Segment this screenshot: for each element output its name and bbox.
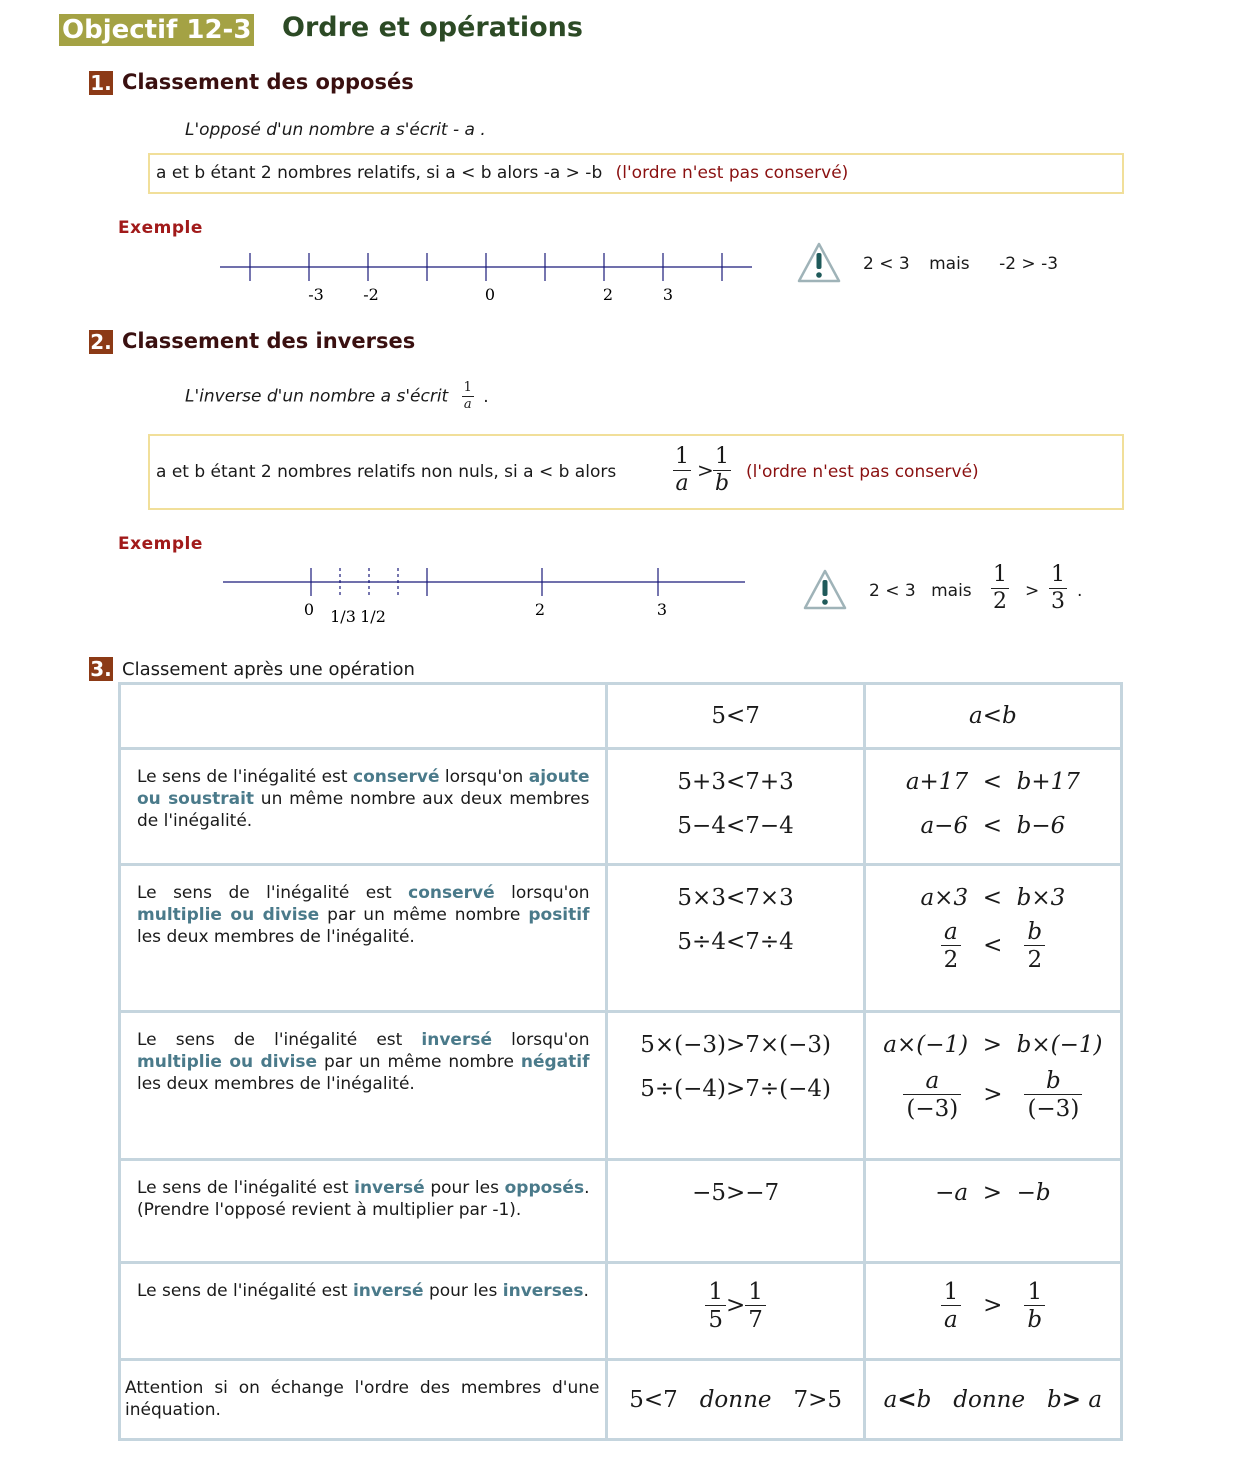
numeric-example-cell bbox=[607, 1360, 864, 1440]
text: Le sens de l'inégalité est bbox=[137, 883, 409, 903]
text: les deux membres de l'inégalité. bbox=[137, 1074, 415, 1094]
lhs: a×3 bbox=[920, 885, 969, 911]
text: lorsqu'on bbox=[439, 767, 529, 787]
rule-text-cell bbox=[120, 865, 607, 1012]
section-1-rule-box bbox=[148, 153, 1124, 194]
table-row bbox=[120, 1160, 1122, 1263]
keyword: conservé bbox=[408, 883, 495, 903]
fraction-numerator: 1 bbox=[941, 1279, 962, 1306]
keyword: multiplie ou divise bbox=[137, 905, 320, 925]
numeric-rhs: 7>5 bbox=[793, 1386, 842, 1413]
text: pour les bbox=[424, 1178, 505, 1198]
axis-label: 2 bbox=[602, 285, 614, 304]
section-1-example-label: Exemple bbox=[118, 218, 203, 238]
fraction bbox=[1024, 919, 1045, 974]
numeric-example-cell bbox=[607, 1263, 864, 1360]
literal-example bbox=[867, 751, 1119, 795]
var: b bbox=[916, 1387, 932, 1413]
text: . bbox=[583, 1281, 589, 1301]
rule-fraction-1 bbox=[673, 444, 691, 497]
text: lorsqu'on bbox=[494, 883, 590, 903]
rhs: b×3 bbox=[1016, 885, 1066, 911]
intro-fraction bbox=[462, 380, 474, 413]
section-1-warning-text bbox=[863, 254, 1058, 274]
fraction-denominator: 2 bbox=[943, 947, 959, 973]
axis-label: 3 bbox=[662, 285, 674, 304]
keyword: inverses bbox=[502, 1281, 584, 1301]
literal-example-cell bbox=[864, 749, 1121, 865]
numeric-example-cell bbox=[607, 749, 864, 865]
op: < bbox=[897, 1386, 917, 1413]
text: pour les bbox=[423, 1281, 503, 1301]
axis-label: 0 bbox=[303, 600, 315, 619]
warning-fraction-2 bbox=[1049, 562, 1067, 615]
fraction-denominator: 2 bbox=[1027, 947, 1043, 973]
section-2-warning-lhs bbox=[869, 581, 972, 601]
fraction-denominator: b bbox=[1027, 1307, 1043, 1333]
fraction-numerator: 1 bbox=[993, 562, 1007, 587]
rule-fraction-2 bbox=[713, 444, 731, 497]
header-numeric-cell bbox=[607, 684, 864, 749]
fraction bbox=[903, 1068, 961, 1123]
keyword: multiplie ou divise bbox=[137, 1052, 318, 1072]
op: > bbox=[725, 1292, 746, 1319]
warning-fraction-1 bbox=[991, 562, 1009, 615]
fraction-numerator: 1 bbox=[745, 1279, 766, 1306]
axis-label: -2 bbox=[363, 285, 379, 304]
text: un même nombre aux deux membres de l'inégalité. bbox=[137, 789, 590, 831]
warning-rhs: -2 > -3 bbox=[999, 254, 1059, 274]
keyword: inversé bbox=[354, 1178, 425, 1198]
warning-icon bbox=[796, 241, 842, 285]
fraction-numerator: 1 bbox=[675, 444, 689, 469]
table-row bbox=[120, 1360, 1122, 1440]
number-line-opposites bbox=[215, 245, 760, 310]
text: par un même nombre bbox=[317, 1052, 521, 1072]
fraction-denominator: a bbox=[675, 471, 689, 496]
keyword: négatif bbox=[520, 1052, 590, 1072]
numeric-fraction-example bbox=[609, 1265, 861, 1334]
fraction-numerator: b bbox=[1024, 919, 1045, 946]
op: < bbox=[982, 885, 1002, 911]
numeric-example: 5+3<7+3 bbox=[677, 769, 794, 795]
warning-mais: mais bbox=[929, 254, 970, 274]
keyword: opposés bbox=[504, 1178, 585, 1198]
op: > bbox=[983, 1292, 1003, 1319]
numeric-example: −5>−7 bbox=[692, 1180, 780, 1206]
fraction-denominator: (−3) bbox=[1027, 1096, 1080, 1122]
fraction-denominator: 3 bbox=[1051, 589, 1065, 614]
section-2-title: Classement des inverses bbox=[122, 329, 416, 353]
fraction bbox=[941, 1279, 962, 1334]
section-2-rule-box bbox=[148, 434, 1124, 510]
axis-label: 1/2 bbox=[360, 607, 386, 626]
rhs: b−6 bbox=[1016, 813, 1066, 839]
table-row bbox=[120, 865, 1122, 1012]
header-numeric: 5<7 bbox=[711, 703, 760, 729]
literal-fraction-example bbox=[867, 1058, 1119, 1123]
lhs: a×(−1) bbox=[883, 1032, 969, 1058]
literal-example bbox=[867, 795, 1119, 839]
page-title: Ordre et opérations bbox=[282, 12, 583, 43]
literal-fraction-example bbox=[867, 911, 1119, 974]
fraction-denominator: a bbox=[463, 397, 472, 412]
op: < bbox=[983, 932, 1003, 959]
fraction bbox=[1024, 1068, 1082, 1123]
axis-label: 0 bbox=[484, 285, 496, 304]
section-1-intro: L'opposé d'un nombre a s'écrit - a . bbox=[185, 120, 486, 140]
literal-example bbox=[867, 1014, 1119, 1058]
rule-text-cell bbox=[120, 749, 607, 865]
section-1-rule-text: a et b étant 2 nombres relatifs, si a < b alors -a > -b bbox=[156, 163, 603, 183]
keyword: conservé bbox=[353, 767, 440, 787]
numeric-example: 5×(−3)>7×(−3) bbox=[640, 1032, 831, 1058]
rhs: −b bbox=[1016, 1180, 1051, 1206]
fraction-denominator: a bbox=[944, 1307, 958, 1333]
warning-mais: mais bbox=[931, 581, 972, 601]
fraction-denominator: 7 bbox=[748, 1307, 763, 1333]
numeric-example-cell bbox=[607, 1160, 864, 1263]
text: Le sens de l'inégalité est bbox=[137, 1030, 422, 1050]
section-1-number: 1. bbox=[90, 71, 112, 95]
table-row bbox=[120, 1263, 1122, 1360]
text: Le sens de l'inégalité est bbox=[137, 1281, 353, 1301]
fraction-numerator: 1 bbox=[713, 444, 731, 471]
section-2-example-label: Exemple bbox=[118, 534, 203, 554]
numeric-example: 5÷4<7÷4 bbox=[677, 929, 794, 955]
fraction-denominator: 5 bbox=[708, 1307, 723, 1333]
literal-fraction-example bbox=[867, 1265, 1119, 1334]
literal-example-cell bbox=[864, 1263, 1121, 1360]
number-line-inverses bbox=[220, 563, 750, 631]
lhs: −a bbox=[935, 1180, 969, 1206]
section-2-intro-text: L'inverse d'un nombre a s'écrit bbox=[185, 386, 449, 407]
literal-example bbox=[867, 1162, 1119, 1206]
warning-lhs: 2 < 3 bbox=[863, 254, 910, 274]
header-var-b: b bbox=[1002, 703, 1017, 729]
rule-text-cell bbox=[120, 1263, 607, 1360]
numeric-lhs: 5<7 bbox=[629, 1386, 678, 1413]
op: > bbox=[1061, 1386, 1082, 1413]
literal-example-cell bbox=[864, 865, 1121, 1012]
literal-example bbox=[867, 867, 1119, 911]
keyword: positif bbox=[528, 905, 590, 925]
text: Le sens de l'inégalité est bbox=[137, 1178, 355, 1198]
rhs: b+17 bbox=[1016, 769, 1080, 795]
fraction bbox=[1024, 1279, 1045, 1334]
fraction-numerator: b bbox=[1024, 1068, 1082, 1095]
literal-example-cell bbox=[864, 1012, 1121, 1160]
donne: donne bbox=[953, 1387, 1026, 1413]
rule-operator: > bbox=[697, 458, 714, 482]
text: les deux membres de l'inégalité. bbox=[137, 927, 415, 947]
fraction-numerator: 1 bbox=[463, 380, 472, 395]
fraction-numerator: 1 bbox=[1024, 1279, 1045, 1306]
section-2-rule-note: (l'ordre n'est pas conservé) bbox=[746, 462, 979, 482]
lhs: a+17 bbox=[905, 769, 969, 795]
numeric-example: 5÷(−4)>7÷(−4) bbox=[640, 1076, 831, 1102]
table-row bbox=[120, 749, 1122, 865]
literal-example-cell bbox=[864, 1360, 1121, 1440]
rule-text-cell bbox=[120, 1012, 607, 1160]
op: > bbox=[983, 1081, 1003, 1108]
var: b bbox=[1047, 1387, 1062, 1413]
warning-lhs: 2 < 3 bbox=[869, 581, 916, 601]
axis-label: 1/3 bbox=[330, 607, 356, 626]
section-3-title: Classement après une opération bbox=[122, 659, 415, 680]
axis-label: 3 bbox=[656, 600, 668, 619]
fraction bbox=[745, 1279, 766, 1334]
fraction-denominator: 2 bbox=[993, 589, 1007, 614]
fraction-denominator: (−3) bbox=[906, 1096, 959, 1122]
objective-badge: Objectif 12-3 bbox=[59, 14, 254, 46]
section-1-rule-note: (l'ordre n'est pas conservé) bbox=[615, 163, 849, 183]
header-empty-cell bbox=[120, 684, 607, 749]
section-2-number: 2. bbox=[90, 330, 112, 354]
numeric-example-cell bbox=[607, 865, 864, 1012]
donne: donne bbox=[699, 1386, 772, 1413]
text: lorsqu'on bbox=[492, 1030, 590, 1050]
table-header-row bbox=[120, 684, 1122, 749]
header-op: < bbox=[982, 703, 1002, 729]
fraction-numerator: a bbox=[941, 919, 962, 946]
warning-operator: > bbox=[1025, 581, 1040, 601]
keyword: inversé bbox=[352, 1281, 424, 1301]
text: Le sens de l'inégalité est bbox=[137, 767, 353, 787]
op: < bbox=[982, 813, 1002, 839]
section-2-rule-text: a et b étant 2 nombres relatifs non nuls, si a < b alors bbox=[156, 462, 617, 482]
header-var-a: a bbox=[969, 703, 983, 729]
numeric-example: 5−4<7−4 bbox=[677, 813, 794, 839]
rule-text-cell bbox=[120, 1160, 607, 1263]
op: > bbox=[982, 1180, 1002, 1206]
var: a bbox=[1088, 1387, 1103, 1413]
fraction bbox=[941, 919, 962, 974]
section-3-number: 3. bbox=[90, 657, 112, 681]
numeric-example: 5×3<7×3 bbox=[677, 885, 794, 911]
section-2-intro bbox=[185, 380, 489, 413]
numeric-example-cell bbox=[607, 1012, 864, 1160]
fraction-numerator: 1 bbox=[705, 1279, 726, 1306]
warning-end: . bbox=[1077, 581, 1083, 601]
section-1-title: Classement des opposés bbox=[122, 70, 414, 94]
rhs: b×(−1) bbox=[1016, 1032, 1103, 1058]
fraction-numerator: 1 bbox=[1051, 562, 1065, 587]
text: Attention si on échange l'ordre des membres d'une inéquation. bbox=[125, 1378, 600, 1420]
axis-label: 2 bbox=[534, 600, 546, 619]
op: > bbox=[982, 1032, 1002, 1058]
var: a bbox=[883, 1387, 898, 1413]
fraction-numerator: a bbox=[903, 1068, 961, 1095]
header-literal-cell bbox=[864, 684, 1121, 749]
text: par un même nombre bbox=[319, 905, 529, 925]
intro-end: . bbox=[483, 386, 489, 407]
fraction bbox=[705, 1279, 726, 1334]
warning-icon bbox=[802, 568, 848, 612]
op: < bbox=[982, 769, 1002, 795]
keyword: inversé bbox=[421, 1030, 492, 1050]
text: . (Prendre l'opposé revient à multiplier par -1). bbox=[137, 1178, 590, 1220]
fraction-denominator: b bbox=[715, 471, 730, 496]
literal-example-cell bbox=[864, 1160, 1121, 1263]
table-row bbox=[120, 1012, 1122, 1160]
axis-label: -3 bbox=[308, 285, 324, 304]
operations-table bbox=[118, 682, 1123, 1441]
rule-text-cell bbox=[120, 1360, 607, 1440]
lhs: a−6 bbox=[920, 813, 969, 839]
keyword: ajoute ou soustrait bbox=[137, 767, 590, 809]
